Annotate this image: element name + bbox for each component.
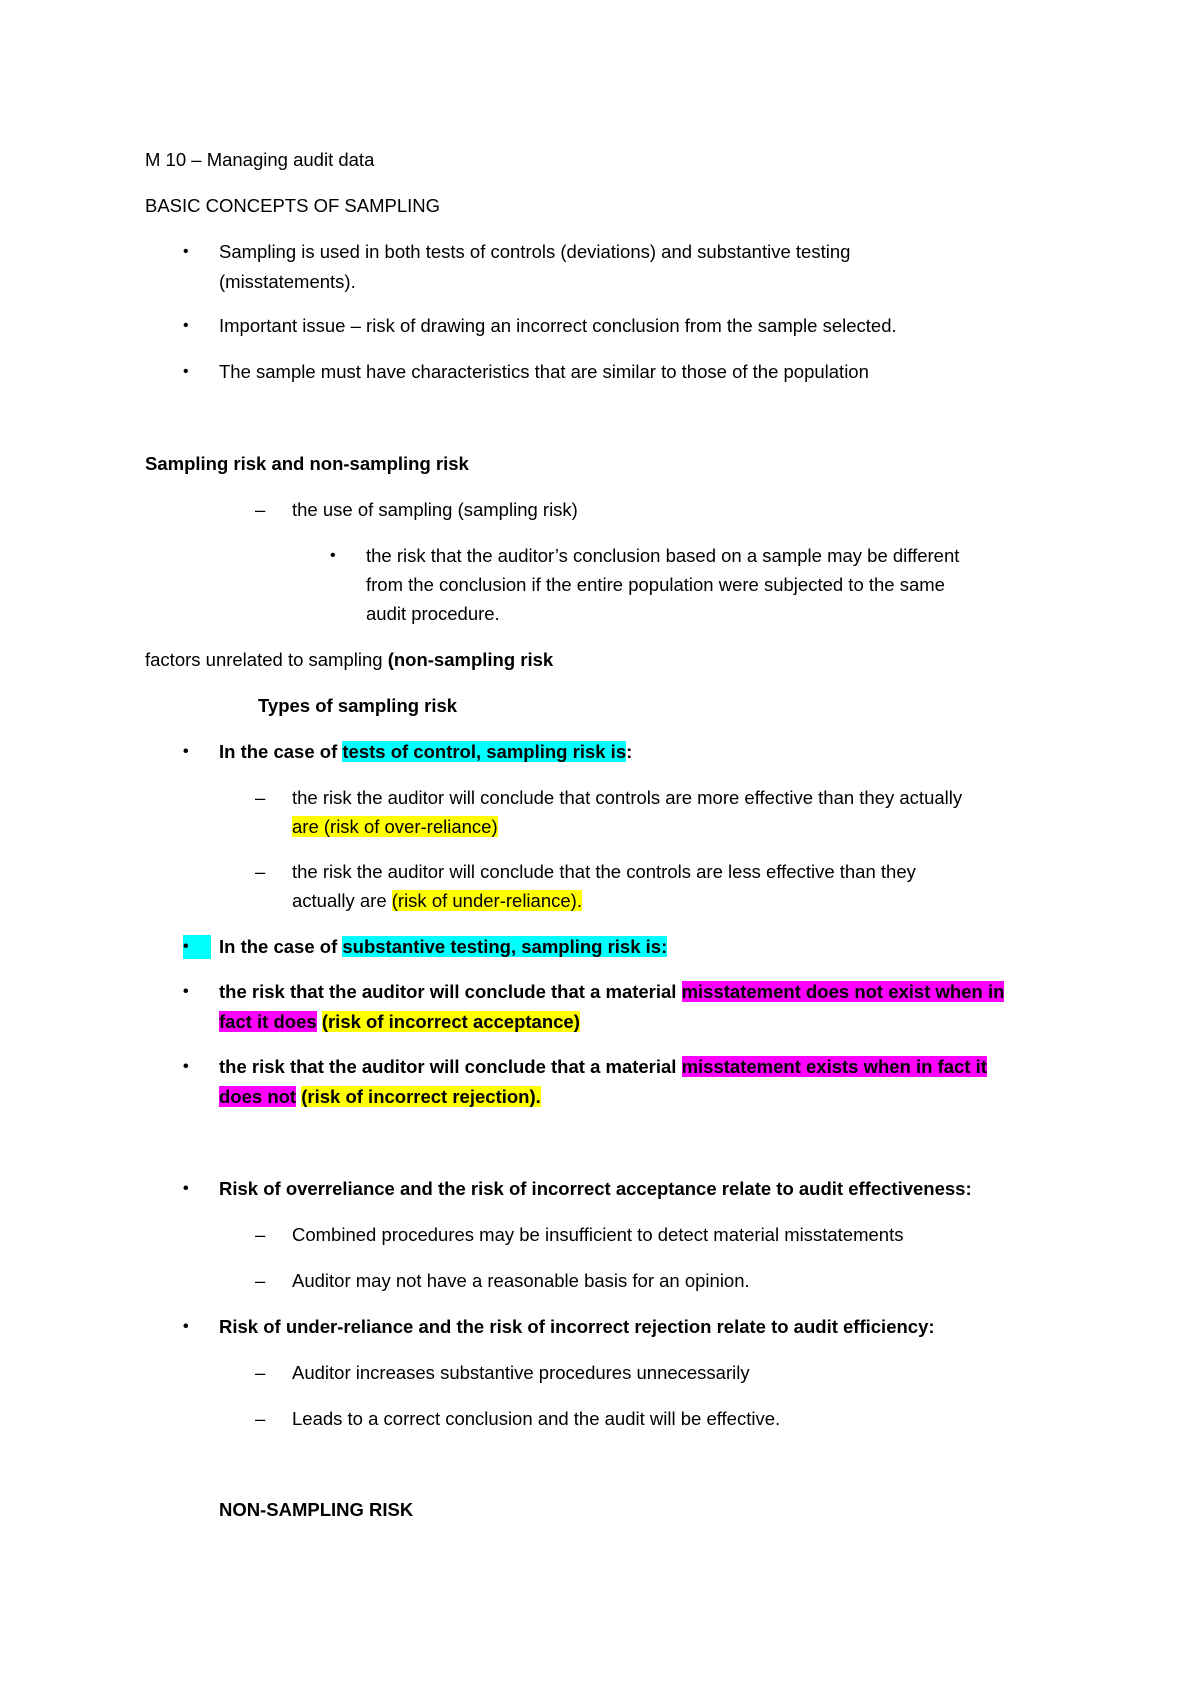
page-title: M 10 – Managing audit data: [145, 149, 375, 170]
factors-line: factors unrelated to sampling (non-sampling risk: [145, 649, 554, 670]
effectiveness-item-1: Combined procedures may be insufficient to detect material misstatements: [292, 1224, 904, 1245]
under-reliance-line1: the risk the auditor will conclude that the controls are less effective than they: [292, 861, 916, 882]
dash-icon: –: [255, 1224, 266, 1245]
incorrect-acceptance-line2: fact it does (risk of incorrect acceptance): [219, 1011, 580, 1032]
over-reliance-line1: the risk the auditor will conclude that controls are more effective than they actually: [292, 787, 963, 808]
dash-icon: –: [255, 499, 266, 520]
incorrect-acceptance-line1: the risk that the auditor will conclude that a material misstatement does not exist when in: [219, 981, 1005, 1002]
sampling-def-line1: the risk that the auditor’s conclusion based on a sample may be different: [366, 545, 960, 566]
basic-item-2: Important issue – risk of drawing an incorrect conclusion from the sample selected.: [219, 315, 897, 336]
over-reliance-line2: are (risk of over-reliance): [292, 816, 498, 837]
bullet-icon: •: [183, 1318, 189, 1335]
sampling-def-line3: audit procedure.: [366, 603, 500, 624]
bullet-icon: •: [183, 1058, 189, 1075]
basic-item-3: The sample must have characteristics that are similar to those of the population: [219, 361, 869, 382]
dash-icon: –: [255, 1270, 266, 1291]
effectiveness-item-2: Auditor may not have a reasonable basis for an opinion.: [292, 1270, 750, 1291]
bullet-icon: •: [330, 547, 336, 564]
bullet-icon: •: [183, 1180, 189, 1197]
effectiveness-heading: Risk of overreliance and the risk of incorrect acceptance relate to audit effectiveness:: [219, 1178, 972, 1199]
sampling-use-text: the use of sampling (sampling risk): [292, 499, 578, 520]
dash-icon: –: [255, 787, 266, 808]
basic-concepts-heading: BASIC CONCEPTS OF SAMPLING: [145, 195, 441, 216]
bullet-icon: •: [183, 317, 189, 334]
bullet-icon: •: [183, 363, 189, 380]
bullet-icon: •: [183, 243, 189, 260]
efficiency-item-1: Auditor increases substantive procedures unnecessarily: [292, 1362, 750, 1383]
basic-item-1-line1: Sampling is used in both tests of controls (deviations) and substantive testing: [219, 241, 851, 262]
dash-icon: –: [255, 1362, 266, 1383]
sampling-risk-heading: Sampling risk and non-sampling risk: [145, 453, 469, 474]
bullet-icon: •: [183, 983, 189, 1000]
dash-icon: –: [255, 861, 266, 882]
under-reliance-line2: actually are (risk of under-reliance).: [292, 890, 582, 911]
bullet-icon: •: [183, 935, 211, 959]
basic-item-1-line2: (misstatements).: [219, 271, 356, 292]
bullet-icon: •: [183, 743, 189, 760]
non-sampling-risk-heading: NON-SAMPLING RISK: [219, 1499, 414, 1520]
tests-of-control-line: In the case of tests of control, sampling risk is:: [219, 741, 633, 762]
sampling-def-line2: from the conclusion if the entire population were subjected to the same: [366, 574, 945, 595]
efficiency-heading: Risk of under-reliance and the risk of incorrect rejection relate to audit efficiency:: [219, 1316, 935, 1337]
efficiency-item-2: Leads to a correct conclusion and the audit will be effective.: [292, 1408, 781, 1429]
incorrect-rejection-line2: does not (risk of incorrect rejection).: [219, 1086, 541, 1107]
types-heading: Types of sampling risk: [258, 695, 458, 716]
sampling-use-line: [292, 498, 578, 522]
substantive-line: In the case of substantive testing, sampling risk is:: [219, 936, 668, 957]
dash-icon: –: [255, 1408, 266, 1429]
incorrect-rejection-line1: the risk that the auditor will conclude that a material misstatement exists when in fact it: [219, 1056, 987, 1077]
